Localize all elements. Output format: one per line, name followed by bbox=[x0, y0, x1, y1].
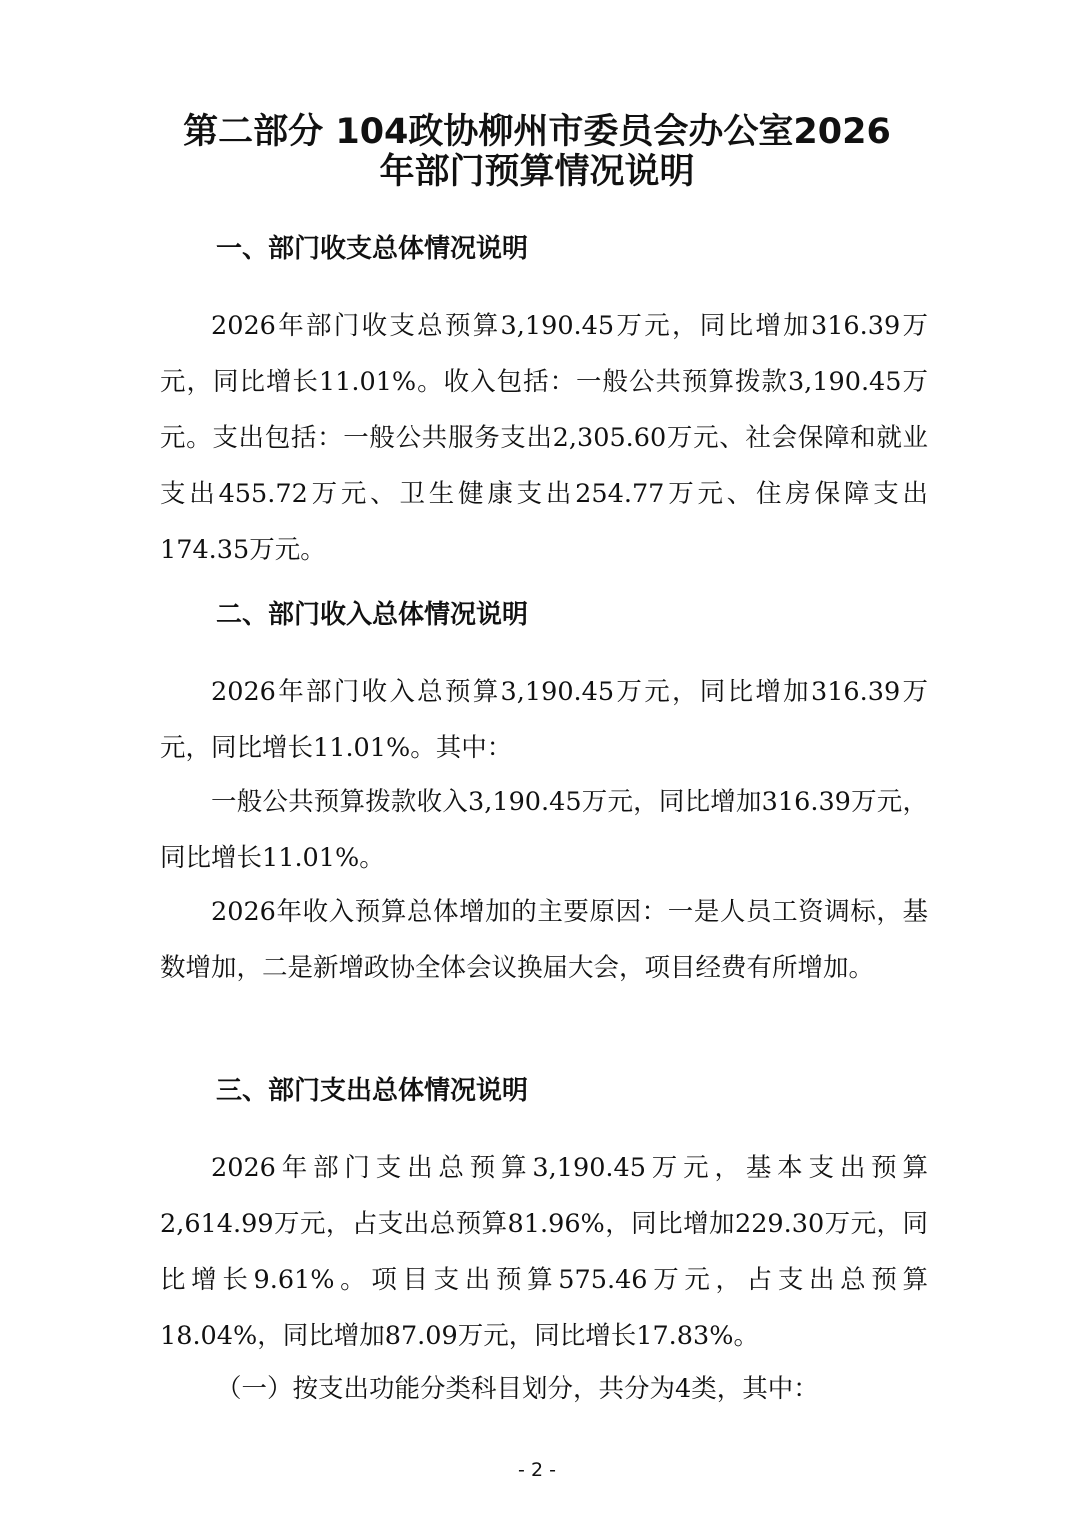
section-2-paragraph-1: 2026年部门收入总预算3,190.45万元，同比增加316.39万元，同比增长11.01%。其中： bbox=[160, 677, 928, 763]
section-2-paragraph-2: 一般公共预算拨款收入3,190.45万元，同比增加316.39万元，同比增长11.01%。 bbox=[160, 787, 928, 873]
page-number: - 2 - bbox=[518, 1459, 556, 1481]
section-1-paragraph-1: 2026年部门收支总预算3,190.45万元，同比增加316.39万元，同比增长11.01%。收入包括：一般公共预算拨款3,190.45万元。支出包括：一般公共服务支出2,305.60万元、社会保障和就业支出455.72万元、卫生健康支出254.77万元、住房保障支出174.35万元。 bbox=[160, 311, 928, 565]
section-heading-1: 一、部门收支总体情况说明 bbox=[216, 234, 529, 264]
section-3-paragraph-1: 2026年部门支出总预算3,190.45万元，基本支出预算2,614.99万元，占支出总预算81.96%，同比增加229.30万元，同比增长9.61%。项目支出预算575.46万元，占支出总预算18.04%，同比增加87.09万元，同比增长17.83%。 bbox=[160, 1153, 928, 1351]
document-title-line-1: 第二部分 104政协柳州市委员会办公室2026 bbox=[183, 112, 891, 152]
document-title-line-2: 年部门预算情况说明 bbox=[379, 152, 695, 192]
section-3-paragraph-2: （一）按支出功能分类科目划分，共分为4类，其中： bbox=[216, 1374, 819, 1404]
section-heading-2: 二、部门收入总体情况说明 bbox=[216, 600, 529, 630]
section-heading-3: 三、部门支出总体情况说明 bbox=[216, 1076, 529, 1106]
section-2-paragraph-3: 2026年收入预算总体增加的主要原因：一是人员工资调标，基数增加，二是新增政协全体会议换届大会，项目经费有所增加。 bbox=[160, 897, 928, 983]
